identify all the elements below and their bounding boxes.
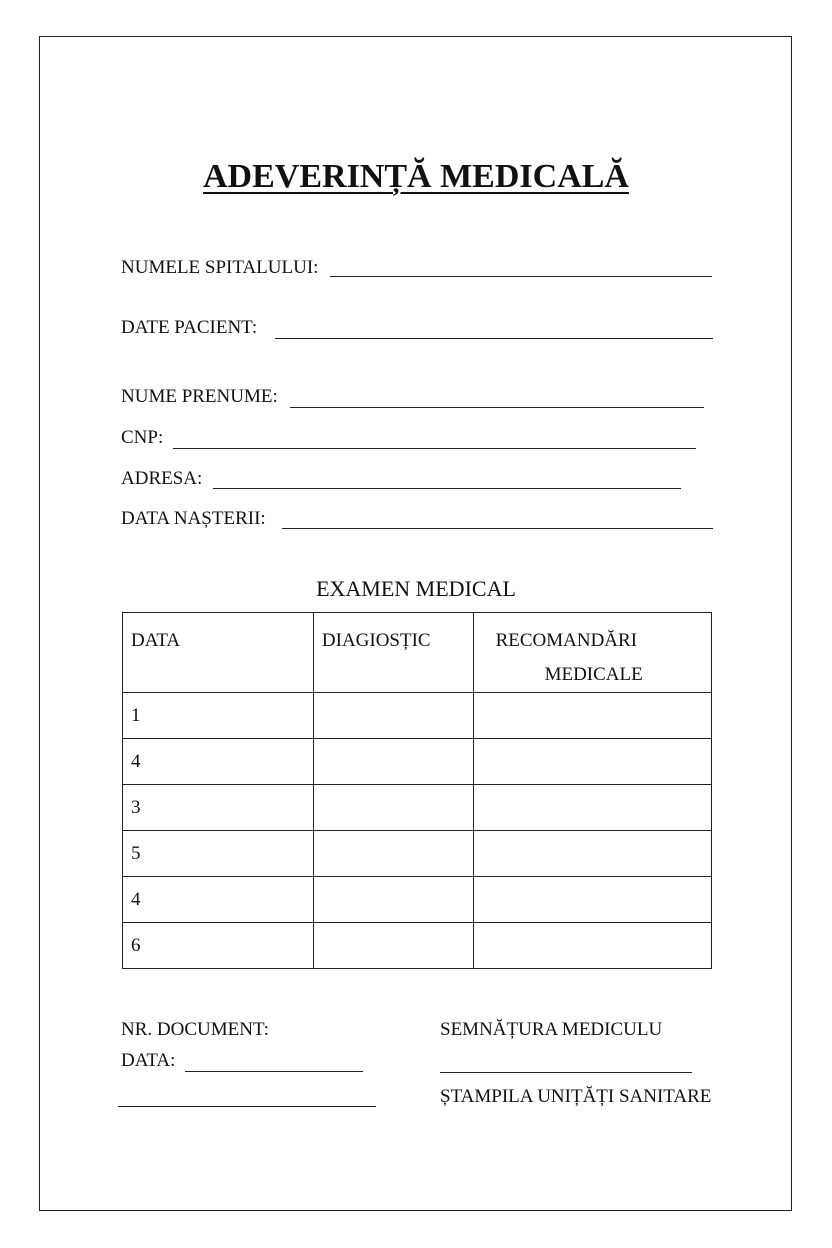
row-recommendations-cell[interactable] [473, 693, 711, 739]
row-recommendations-cell[interactable] [473, 785, 711, 831]
header-diagnosis [313, 613, 473, 693]
header-recommendations-line1: RECOMANDĂRI [495, 630, 638, 651]
row-recommendations-value [474, 831, 711, 843]
row-date-cell[interactable] [123, 923, 314, 969]
cnp-label: CNP: [121, 427, 164, 448]
stamp-label: ȘTAMPILA UNIȚĂȚI SANITARE [440, 1086, 712, 1107]
row-date-cell[interactable] [123, 877, 314, 923]
row-recommendations-value [474, 923, 711, 935]
row-recommendations-cell[interactable] [473, 831, 711, 877]
doctor-signature-line[interactable] [440, 1072, 692, 1073]
row-diagnosis-cell[interactable] [313, 739, 473, 785]
row-date-cell[interactable] [123, 693, 314, 739]
hospital-name-label: NUMELE SPITALULUI: [121, 257, 319, 278]
row-recommendations-value [474, 739, 711, 751]
exam-section-title: EXAMEN MEDICAL [316, 576, 516, 601]
row-date-cell[interactable] [123, 831, 314, 877]
header-date [123, 613, 314, 693]
row-date-value: 4 [131, 889, 141, 910]
row-diagnosis-value [314, 831, 473, 843]
exam-table [122, 612, 712, 969]
row-date-cell[interactable] [123, 739, 314, 785]
birth-date-label: DATA NAȘTERII: [121, 508, 266, 529]
document-number-line[interactable] [118, 1106, 376, 1107]
document-title [0, 158, 832, 196]
row-date-value: 1 [131, 705, 141, 726]
row-diagnosis-cell[interactable] [313, 693, 473, 739]
table-row [123, 877, 712, 923]
patient-data-label: DATE PACIENT: [121, 317, 258, 338]
hospital-name-line[interactable] [330, 276, 712, 277]
cnp-line[interactable] [173, 448, 696, 449]
row-date-cell[interactable] [123, 785, 314, 831]
row-diagnosis-cell[interactable] [313, 785, 473, 831]
table-row [123, 739, 712, 785]
date-label: DATA: [121, 1050, 176, 1071]
row-diagnosis-cell[interactable] [313, 831, 473, 877]
table-row [123, 923, 712, 969]
table-row [123, 693, 712, 739]
row-recommendations-value [474, 877, 711, 889]
row-diagnosis-value [314, 785, 473, 797]
row-recommendations-cell[interactable] [473, 739, 711, 785]
full-name-line[interactable] [290, 407, 704, 408]
row-date-value: 5 [131, 843, 141, 864]
date-line[interactable] [185, 1071, 363, 1072]
address-line[interactable] [213, 488, 681, 489]
table-row [123, 785, 712, 831]
row-diagnosis-value [314, 739, 473, 751]
row-diagnosis-cell[interactable] [313, 877, 473, 923]
birth-date-line[interactable] [282, 528, 713, 529]
table-row [123, 831, 712, 877]
header-recommendations [473, 613, 711, 693]
row-diagnosis-value [314, 877, 473, 889]
row-diagnosis-value [314, 693, 473, 705]
row-recommendations-value [474, 693, 711, 705]
row-recommendations-value [474, 785, 711, 797]
row-date-value: 4 [131, 751, 141, 772]
document-number-label: NR. DOCUMENT: [121, 1019, 269, 1040]
patient-data-line[interactable] [275, 338, 713, 339]
row-recommendations-cell[interactable] [473, 877, 711, 923]
header-date-label: DATA [131, 630, 181, 651]
row-date-value: 6 [131, 935, 141, 956]
row-diagnosis-cell[interactable] [313, 923, 473, 969]
row-recommendations-cell[interactable] [473, 923, 711, 969]
header-diagnosis-label: DIAGIOSȚIC [321, 630, 431, 651]
exam-table-header-row [123, 613, 712, 693]
row-diagnosis-value [314, 923, 473, 935]
full-name-label: NUME PRENUME: [121, 386, 278, 407]
doctor-signature-label: SEMNĂȚURA MEDICULU [440, 1019, 663, 1040]
row-date-value: 3 [131, 797, 141, 818]
header-recommendations-label [474, 613, 711, 692]
document-title-text: ADEVERINȚĂ MEDICALĂ [203, 158, 629, 195]
address-label: ADRESA: [121, 468, 203, 489]
header-recommendations-line2: MEDICALE [544, 664, 643, 685]
